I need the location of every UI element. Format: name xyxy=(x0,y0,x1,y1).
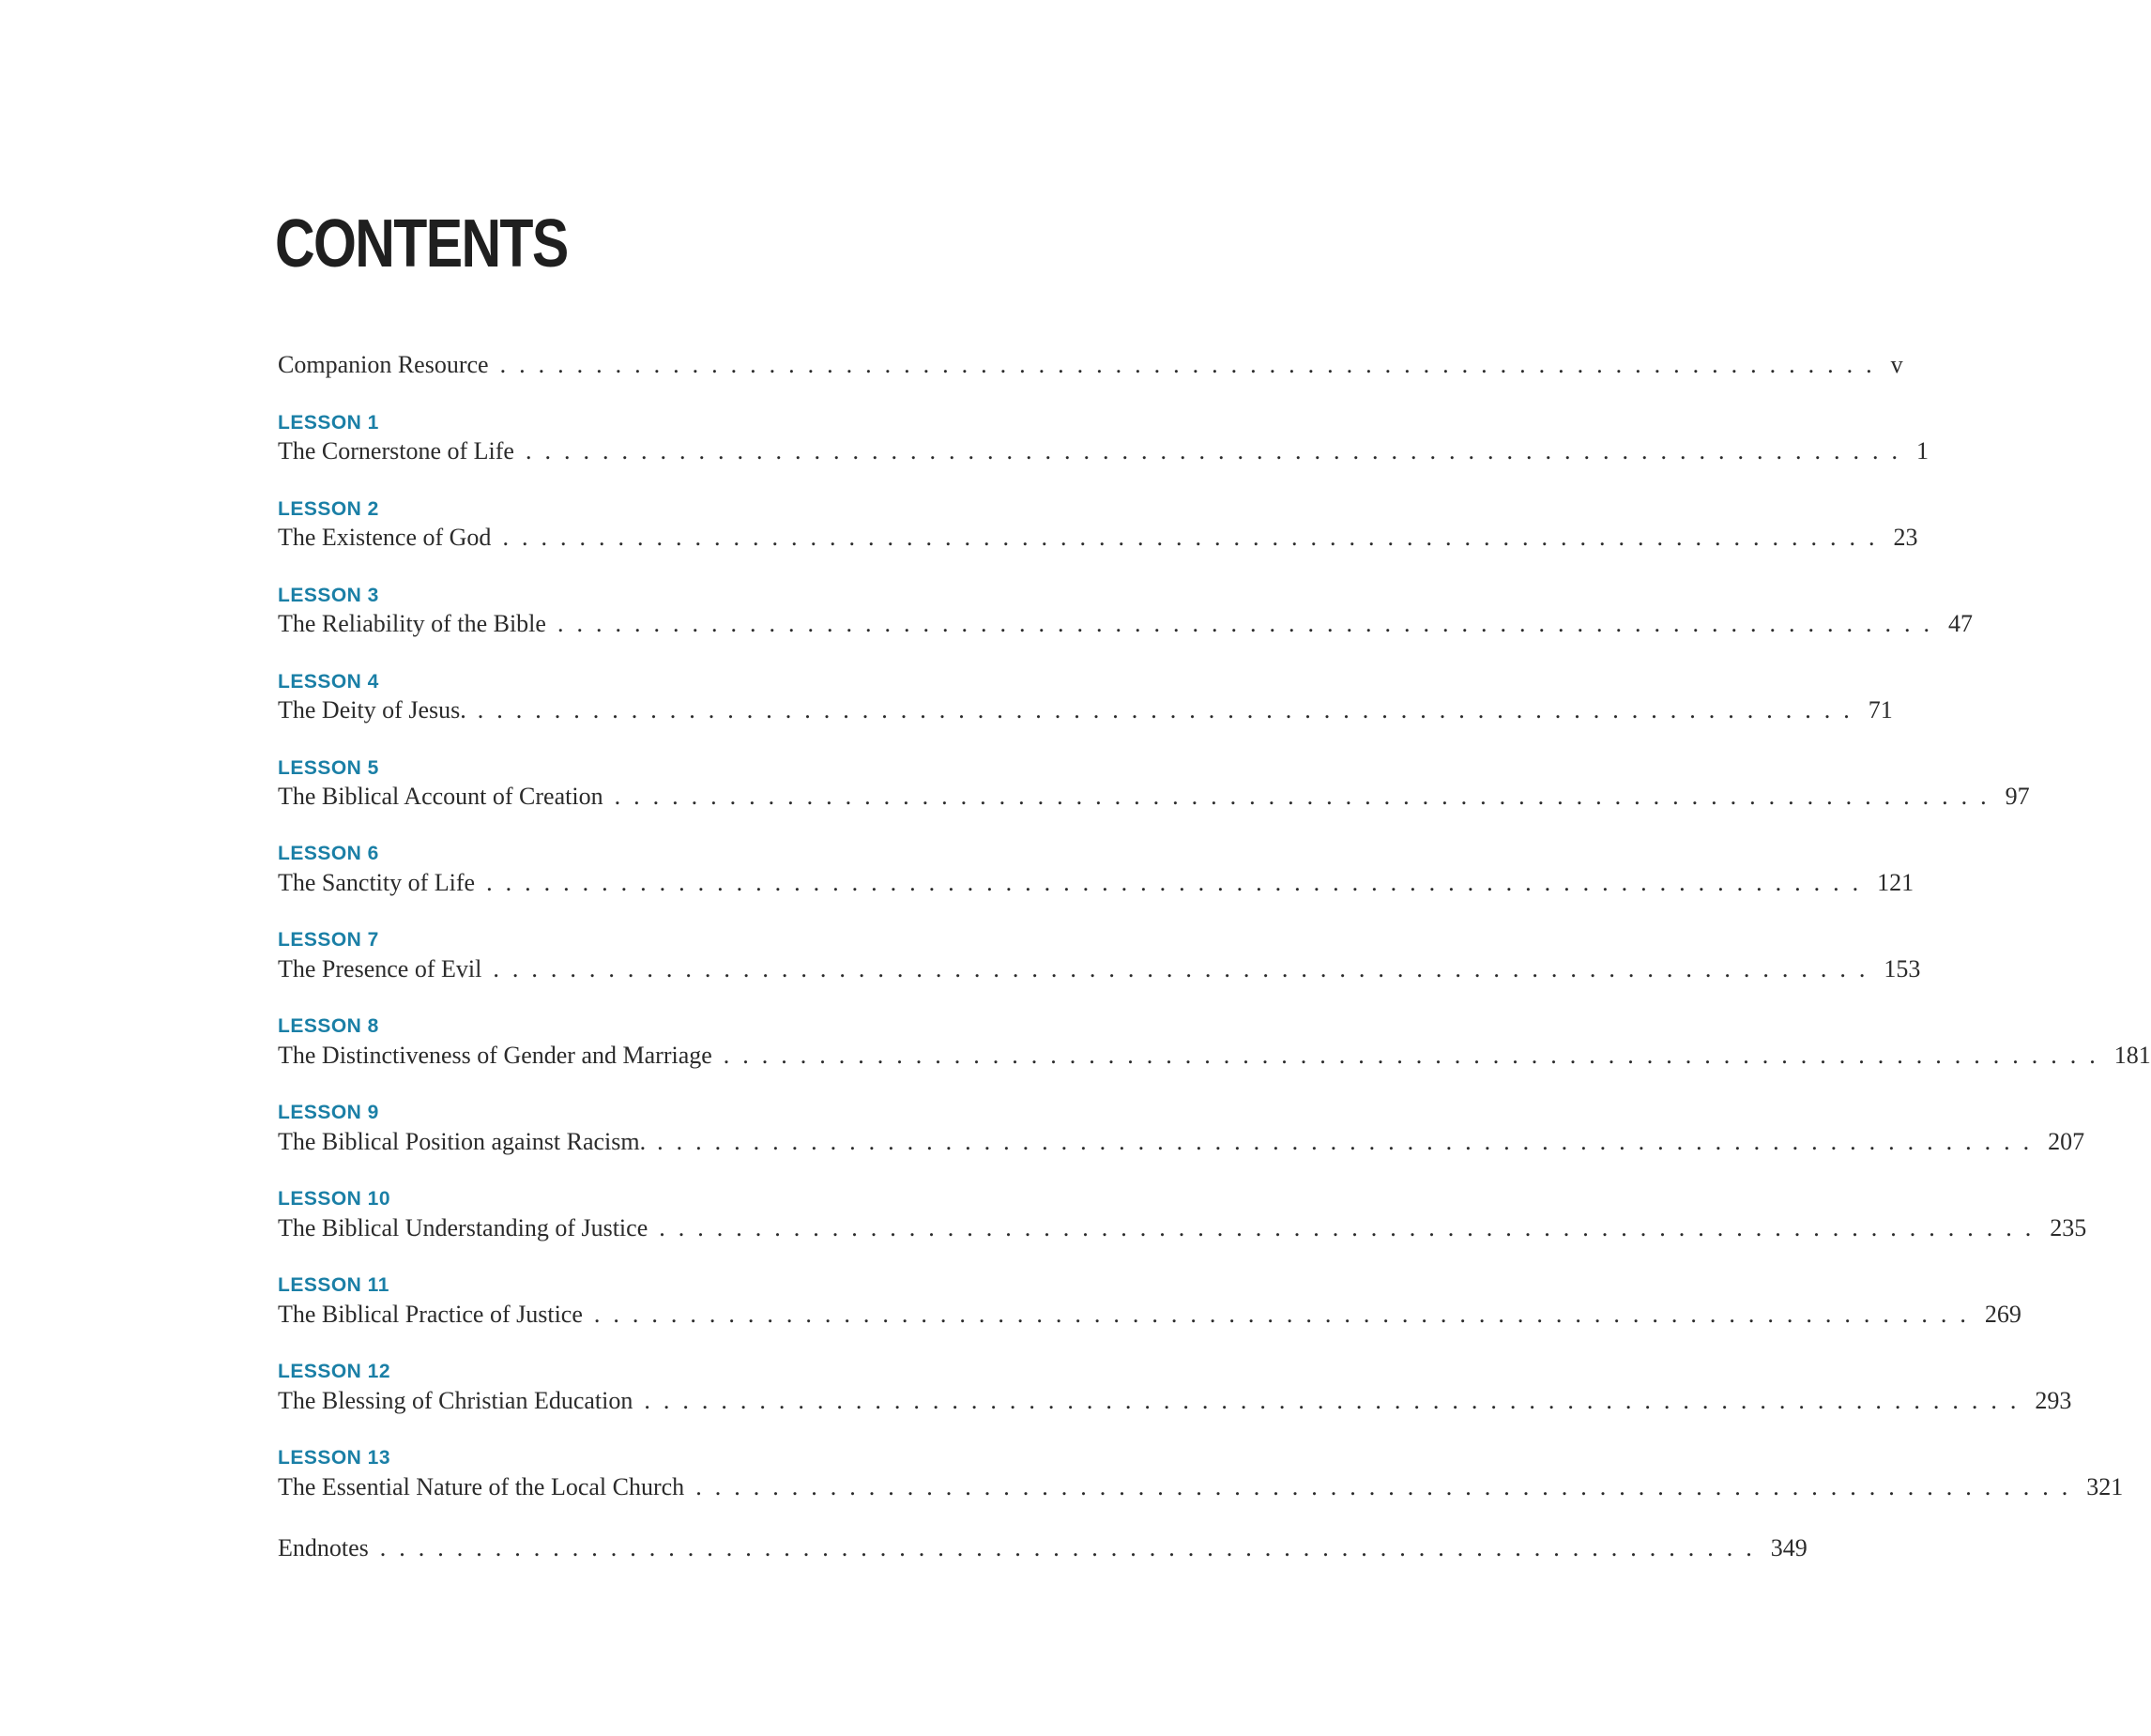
lesson-label: LESSON 2 xyxy=(278,498,379,520)
lesson-label: LESSON 12 xyxy=(278,1361,391,1382)
toc-entry-title: The Sanctity of Life xyxy=(278,869,476,896)
toc-entry-title: The Cornerstone of Life xyxy=(278,437,514,464)
toc-entry-page: 207 xyxy=(2048,1128,2085,1155)
toc-entry-title: The Biblical Practice of Justice xyxy=(278,1301,583,1328)
toc-entry-title: The Biblical Understanding of Justice xyxy=(278,1214,648,1241)
toc-entry-lesson[interactable] xyxy=(278,1299,2021,1331)
toc-entry-lesson[interactable] xyxy=(278,694,1893,726)
toc-entry-lesson[interactable] xyxy=(278,953,1921,985)
toc-entry-page: 47 xyxy=(1947,610,1973,637)
dot-leader: ........................................................................ xyxy=(644,1387,2030,1414)
dot-leader: ........................................................................ xyxy=(379,1534,1765,1561)
toc-entry-page: 97 xyxy=(2005,783,2030,810)
toc-entry-title: Endnotes xyxy=(278,1534,369,1561)
toc-entry-page: 23 xyxy=(1893,524,1918,551)
toc-entry-title: The Blessing of Christian Education xyxy=(278,1387,633,1414)
toc-entry-title: The Biblical Account of Creation xyxy=(278,783,603,810)
lesson-label: LESSON 3 xyxy=(278,585,379,606)
page-title: CONTENTS xyxy=(275,206,568,282)
toc-entry-page: v xyxy=(1890,351,1903,378)
dot-leader: ........................................................................ xyxy=(499,351,1885,378)
toc-entry-lesson[interactable] xyxy=(278,867,1915,899)
toc-entry-lesson[interactable] xyxy=(278,435,1929,467)
toc-entry-page: 235 xyxy=(2050,1214,2087,1241)
toc-entry-lesson[interactable] xyxy=(278,781,2030,813)
dot-leader: ........................................................................ xyxy=(659,1214,2045,1241)
dot-leader: ........................................................................ xyxy=(502,524,1888,551)
lesson-label: LESSON 13 xyxy=(278,1447,391,1469)
lesson-label: LESSON 1 xyxy=(278,412,379,434)
toc-entry-lesson[interactable] xyxy=(278,1040,2151,1072)
lesson-label: LESSON 9 xyxy=(278,1102,379,1123)
toc-entry-lesson[interactable] xyxy=(278,1212,2087,1244)
lesson-label: LESSON 5 xyxy=(278,757,379,779)
toc-entry-title: The Reliability of the Bible xyxy=(278,610,546,637)
toc-entry-lesson[interactable] xyxy=(278,1471,2124,1503)
toc-entry-page: 121 xyxy=(1877,869,1915,896)
dot-leader: ........................................................................ xyxy=(557,610,1943,637)
toc-entry-title: The Distinctiveness of Gender and Marriage xyxy=(278,1042,712,1069)
lesson-label: LESSON 8 xyxy=(278,1015,379,1037)
toc-entry-title: The Deity of Jesus. xyxy=(278,696,466,723)
toc-entry-page: 349 xyxy=(1770,1534,1808,1561)
dot-leader: ........................................................................ xyxy=(477,696,1863,723)
toc-entry-page: 269 xyxy=(1984,1301,2021,1328)
toc-entry-page: 71 xyxy=(1868,696,1893,723)
dot-leader: ........................................................................ xyxy=(525,437,1911,464)
toc-entry-title: The Existence of God xyxy=(278,524,492,551)
toc-entry-title: The Presence of Evil xyxy=(278,955,482,982)
toc-entry-page: 153 xyxy=(1884,955,1921,982)
dot-leader: ........................................................................ xyxy=(657,1128,2043,1155)
toc-entry-lesson[interactable] xyxy=(278,522,1918,554)
toc-entry-title: The Essential Nature of the Local Church xyxy=(278,1473,685,1500)
lesson-label: LESSON 11 xyxy=(278,1274,389,1296)
toc-entry-title: The Biblical Position against Racism. xyxy=(278,1128,647,1155)
dot-leader: ........................................................................ xyxy=(493,955,1879,982)
toc-entry-lesson[interactable] xyxy=(278,1385,2072,1417)
dot-leader: ........................................................................ xyxy=(486,869,1872,896)
toc-entry-page: 181 xyxy=(2113,1042,2151,1069)
toc-entry-page: 321 xyxy=(2086,1473,2124,1500)
toc-entry-companion-resource[interactable] xyxy=(278,349,1903,381)
lesson-label: LESSON 10 xyxy=(278,1188,391,1210)
dot-leader: ........................................................................ xyxy=(614,783,2000,810)
dot-leader: ........................................................................ xyxy=(695,1473,2082,1500)
toc-entry-endnotes[interactable] xyxy=(278,1532,1808,1564)
lesson-label: LESSON 6 xyxy=(278,843,379,864)
dot-leader: ........................................................................ xyxy=(593,1301,1979,1328)
toc-entry-lesson[interactable] xyxy=(278,608,1973,640)
toc-entry-title: Companion Resource xyxy=(278,351,489,378)
dot-leader: ........................................................................ xyxy=(723,1042,2109,1069)
lesson-label: LESSON 4 xyxy=(278,671,379,693)
toc-entry-lesson[interactable] xyxy=(278,1126,2085,1158)
lesson-label: LESSON 7 xyxy=(278,929,379,951)
toc-entry-page: 1 xyxy=(1915,437,1929,464)
toc-entry-page: 293 xyxy=(2035,1387,2072,1414)
